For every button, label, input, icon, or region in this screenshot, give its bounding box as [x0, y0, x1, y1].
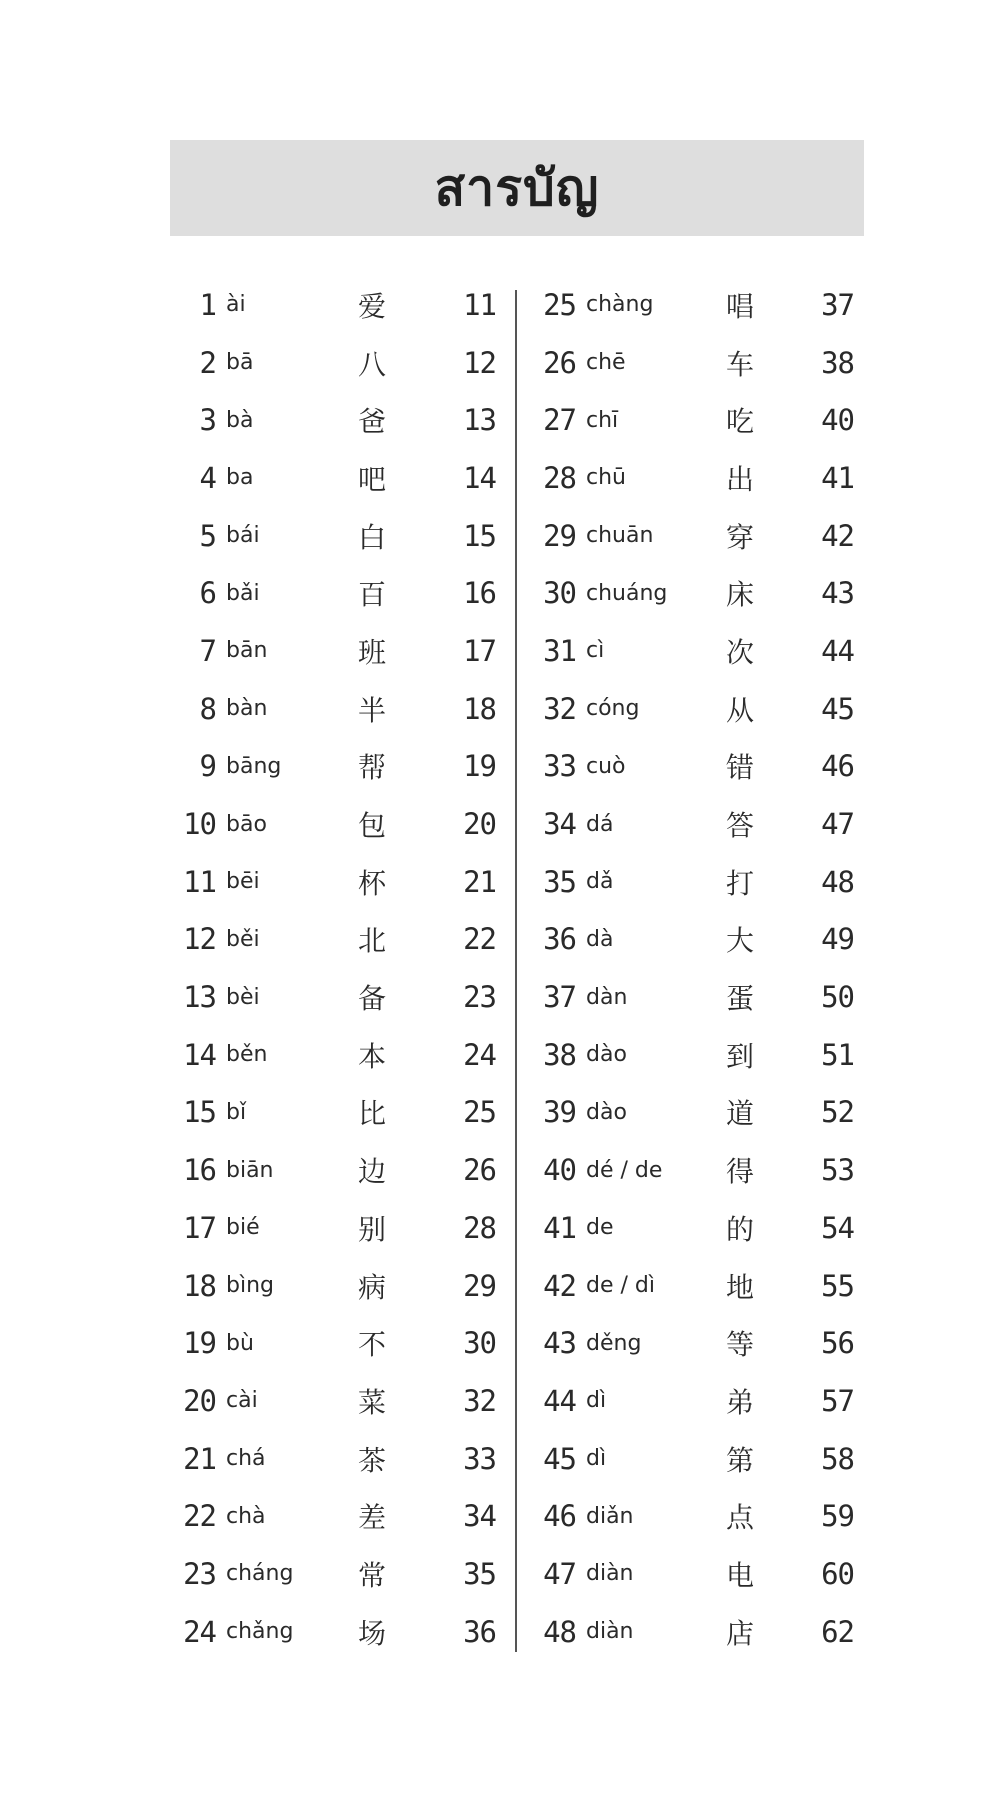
entry-number: 35 [543, 864, 576, 899]
entry-page-number: 58 [821, 1441, 854, 1476]
toc-entry[interactable] [530, 622, 864, 680]
entry-number: 29 [543, 518, 576, 553]
entry-page-number: 40 [821, 403, 854, 438]
entry-pinyin: chǎng [226, 1619, 294, 1645]
entry-pinyin: bāo [226, 811, 267, 837]
page-title: สารบัญ [434, 158, 600, 217]
entry-character: 备 [357, 982, 386, 1016]
toc-entry[interactable] [530, 391, 864, 449]
entry-character: 大 [725, 924, 754, 958]
entry-pinyin: bā [226, 350, 254, 376]
entry-number: 2 [199, 345, 216, 380]
entry-page-number: 35 [463, 1556, 496, 1591]
entry-pinyin: dá [586, 811, 614, 837]
entry-page-number: 29 [463, 1268, 496, 1303]
entry-page-number: 38 [821, 345, 854, 380]
entry-pinyin: běi [226, 926, 260, 952]
toc-entry[interactable] [170, 738, 506, 796]
entry-page-number: 20 [463, 807, 496, 842]
toc-entry[interactable] [530, 1141, 864, 1199]
entry-page-number: 15 [463, 518, 496, 553]
entry-number: 22 [183, 1499, 216, 1534]
toc-entry[interactable] [170, 449, 506, 507]
entry-character: 杯 [357, 866, 386, 900]
entry-page-number: 47 [821, 807, 854, 842]
entry-page-number: 60 [821, 1556, 854, 1591]
entry-character: 到 [725, 1039, 754, 1073]
entry-character: 别 [357, 1212, 386, 1246]
entry-character: 不 [357, 1328, 386, 1362]
entry-character: 场 [357, 1616, 386, 1650]
entry-character: 八 [357, 347, 386, 381]
entry-pinyin: cuò [586, 753, 626, 779]
toc-entry[interactable] [170, 507, 506, 565]
entry-number: 7 [199, 633, 216, 668]
entry-number: 39 [543, 1095, 576, 1130]
toc-entry[interactable] [530, 1545, 864, 1603]
entry-character: 吧 [357, 462, 386, 496]
entry-pinyin: dàn [586, 984, 628, 1010]
toc-entry[interactable] [170, 334, 506, 392]
entry-pinyin: bān [226, 638, 268, 664]
entry-pinyin: chē [586, 350, 626, 376]
entry-page-number: 21 [463, 864, 496, 899]
entry-pinyin: chī [586, 407, 619, 433]
entry-character: 电 [725, 1558, 754, 1592]
entry-pinyin: bēi [226, 869, 260, 895]
entry-character: 帮 [357, 751, 386, 785]
entry-character: 地 [725, 1270, 754, 1304]
toc-entry[interactable] [170, 1603, 506, 1661]
entry-page-number: 32 [463, 1383, 496, 1418]
toc-entry[interactable] [170, 1084, 506, 1142]
entry-page-number: 12 [463, 345, 496, 380]
entry-character: 等 [725, 1328, 754, 1362]
entry-number: 8 [199, 691, 216, 726]
entry-character: 菜 [357, 1385, 386, 1419]
entry-character: 点 [725, 1501, 754, 1535]
entry-page-number: 36 [463, 1614, 496, 1649]
entry-character: 茶 [357, 1443, 386, 1477]
entry-page-number: 25 [463, 1095, 496, 1130]
entry-character: 本 [357, 1039, 386, 1073]
entry-number: 10 [183, 807, 216, 842]
entry-number: 21 [183, 1441, 216, 1476]
entry-character: 穿 [725, 520, 754, 554]
entry-number: 14 [183, 1037, 216, 1072]
entry-page-number: 43 [821, 576, 854, 611]
entry-character: 唱 [725, 289, 754, 323]
toc-entry[interactable] [530, 1430, 864, 1488]
entry-page-number: 11 [463, 287, 496, 322]
entry-page-number: 18 [463, 691, 496, 726]
entry-number: 36 [543, 922, 576, 957]
toc-right-column [530, 276, 864, 1661]
entry-character: 北 [357, 924, 386, 958]
entry-pinyin: de / dì [586, 1273, 655, 1299]
entry-pinyin: bèi [226, 984, 260, 1010]
entry-pinyin: dì [586, 1446, 607, 1472]
entry-page-number: 46 [821, 749, 854, 784]
toc-entry[interactable] [170, 1257, 506, 1315]
entry-number: 43 [543, 1326, 576, 1361]
entry-page-number: 13 [463, 403, 496, 438]
entry-page-number: 53 [821, 1153, 854, 1188]
entry-page-number: 30 [463, 1326, 496, 1361]
toc-entry[interactable] [530, 507, 864, 565]
entry-pinyin: bāng [226, 753, 282, 779]
entry-character: 店 [725, 1616, 754, 1650]
toc-entry[interactable] [170, 968, 506, 1026]
toc-entry[interactable] [530, 1487, 864, 1545]
entry-pinyin: bù [226, 1330, 254, 1356]
toc-entry[interactable] [170, 1026, 506, 1084]
entry-pinyin: cóng [586, 696, 640, 722]
entry-page-number: 34 [463, 1499, 496, 1534]
toc-entry[interactable] [530, 911, 864, 969]
entry-number: 46 [543, 1499, 576, 1534]
entry-page-number: 16 [463, 576, 496, 611]
entry-pinyin: cháng [226, 1561, 294, 1587]
entry-pinyin: ài [226, 292, 246, 318]
entry-number: 5 [199, 518, 216, 553]
entry-page-number: 50 [821, 980, 854, 1015]
entry-character: 道 [725, 1097, 754, 1131]
entry-pinyin: ba [226, 465, 254, 491]
entry-page-number: 28 [463, 1210, 496, 1245]
entry-pinyin: chá [226, 1446, 266, 1472]
entry-number: 9 [199, 749, 216, 784]
toc-entry[interactable] [530, 680, 864, 738]
entry-page-number: 14 [463, 460, 496, 495]
entry-number: 41 [543, 1210, 576, 1245]
entry-number: 24 [183, 1614, 216, 1649]
entry-character: 常 [357, 1558, 386, 1592]
toc-entry[interactable] [530, 564, 864, 622]
entry-number: 40 [543, 1153, 576, 1188]
toc-entry[interactable] [530, 449, 864, 507]
toc-entry[interactable] [530, 1084, 864, 1142]
toc-entry[interactable] [170, 1487, 506, 1545]
entry-number: 25 [543, 287, 576, 322]
entry-character: 打 [725, 866, 754, 900]
entry-pinyin: diǎn [586, 1503, 634, 1529]
toc-entry[interactable] [170, 276, 506, 334]
entry-number: 12 [183, 922, 216, 957]
toc-entry[interactable] [170, 1372, 506, 1430]
entry-pinyin: bàn [226, 696, 268, 722]
entry-page-number: 59 [821, 1499, 854, 1534]
toc-entry[interactable] [530, 1257, 864, 1315]
entry-number: 32 [543, 691, 576, 726]
entry-character: 爸 [357, 405, 386, 439]
toc-entry[interactable] [530, 1199, 864, 1257]
toc-entry[interactable] [170, 1199, 506, 1257]
entry-number: 27 [543, 403, 576, 438]
entry-page-number: 42 [821, 518, 854, 553]
entry-number: 1 [199, 287, 216, 322]
entry-pinyin: diàn [586, 1561, 634, 1587]
toc-left-column [170, 276, 506, 1661]
entry-number: 28 [543, 460, 576, 495]
entry-pinyin: bǎi [226, 580, 260, 606]
entry-pinyin: chà [226, 1503, 266, 1529]
toc-entry[interactable] [530, 738, 864, 796]
toc-entry[interactable] [530, 1603, 864, 1661]
entry-pinyin: dào [586, 1042, 627, 1068]
entry-page-number: 17 [463, 633, 496, 668]
entry-character: 比 [357, 1097, 386, 1131]
toc-entry[interactable] [530, 1026, 864, 1084]
entry-pinyin: dà [586, 926, 614, 952]
entry-page-number: 56 [821, 1326, 854, 1361]
entry-pinyin: dé / de [586, 1157, 663, 1183]
entry-number: 33 [543, 749, 576, 784]
entry-number: 11 [183, 864, 216, 899]
entry-number: 30 [543, 576, 576, 611]
entry-pinyin: chū [586, 465, 626, 491]
entry-page-number: 22 [463, 922, 496, 957]
entry-pinyin: diàn [586, 1619, 634, 1645]
entry-page-number: 44 [821, 633, 854, 668]
entry-character: 爱 [357, 289, 386, 323]
entry-character: 百 [357, 578, 386, 612]
column-divider [515, 290, 517, 1652]
entry-number: 20 [183, 1383, 216, 1418]
entry-page-number: 49 [821, 922, 854, 957]
entry-number: 16 [183, 1153, 216, 1188]
entry-pinyin: bìng [226, 1273, 274, 1299]
entry-character: 从 [725, 693, 754, 727]
toc-entry[interactable] [530, 1372, 864, 1430]
entry-character: 的 [725, 1212, 754, 1246]
entry-character: 半 [357, 693, 386, 727]
entry-character: 病 [357, 1270, 386, 1304]
entry-page-number: 26 [463, 1153, 496, 1188]
entry-pinyin: dǎ [586, 869, 614, 895]
toc-entry[interactable] [170, 1545, 506, 1603]
entry-page-number: 23 [463, 980, 496, 1015]
entry-pinyin: bié [226, 1215, 260, 1241]
entry-character: 白 [357, 520, 386, 554]
toc-entry[interactable] [530, 276, 864, 334]
toc-entry[interactable] [530, 1314, 864, 1372]
entry-number: 45 [543, 1441, 576, 1476]
toc-entry[interactable] [170, 680, 506, 738]
entry-page-number: 54 [821, 1210, 854, 1245]
entry-pinyin: cì [586, 638, 605, 664]
title-banner [170, 140, 864, 236]
entry-character: 包 [357, 809, 386, 843]
entry-number: 42 [543, 1268, 576, 1303]
entry-page-number: 62 [821, 1614, 854, 1649]
entry-number: 18 [183, 1268, 216, 1303]
toc-entry[interactable] [170, 1430, 506, 1488]
entry-number: 38 [543, 1037, 576, 1072]
toc-entry[interactable] [170, 622, 506, 680]
toc-entry[interactable] [170, 391, 506, 449]
entry-pinyin: běn [226, 1042, 268, 1068]
entry-page-number: 33 [463, 1441, 496, 1476]
entry-number: 23 [183, 1556, 216, 1591]
toc-entry[interactable] [530, 334, 864, 392]
entry-character: 错 [725, 751, 754, 785]
entry-number: 3 [199, 403, 216, 438]
entry-character: 次 [725, 635, 754, 669]
entry-character: 车 [725, 347, 754, 381]
entry-number: 4 [199, 460, 216, 495]
entry-character: 吃 [725, 405, 754, 439]
toc-entry[interactable] [170, 853, 506, 911]
entry-page-number: 19 [463, 749, 496, 784]
toc-entry[interactable] [170, 795, 506, 853]
entry-pinyin: dào [586, 1099, 627, 1125]
entry-pinyin: bà [226, 407, 254, 433]
entry-pinyin: dì [586, 1388, 607, 1414]
entry-number: 31 [543, 633, 576, 668]
entry-character: 蛋 [725, 982, 754, 1016]
entry-number: 37 [543, 980, 576, 1015]
entry-character: 班 [357, 635, 386, 669]
entry-page-number: 52 [821, 1095, 854, 1130]
entry-number: 13 [183, 980, 216, 1015]
entry-character: 床 [725, 578, 754, 612]
entry-pinyin: biān [226, 1157, 274, 1183]
entry-pinyin: chuān [586, 523, 654, 549]
entry-pinyin: chàng [586, 292, 654, 318]
entry-pinyin: bǐ [226, 1099, 247, 1125]
toc-entry[interactable] [170, 1314, 506, 1372]
entry-number: 17 [183, 1210, 216, 1245]
entry-page-number: 41 [821, 460, 854, 495]
entry-pinyin: bái [226, 523, 260, 549]
entry-number: 47 [543, 1556, 576, 1591]
entry-page-number: 48 [821, 864, 854, 899]
entry-number: 26 [543, 345, 576, 380]
entry-pinyin: de [586, 1215, 614, 1241]
entry-character: 差 [357, 1501, 386, 1535]
toc-entry[interactable] [530, 968, 864, 1026]
entry-pinyin: chuáng [586, 580, 668, 606]
entry-character: 边 [357, 1155, 386, 1189]
entry-page-number: 45 [821, 691, 854, 726]
entry-character: 出 [725, 462, 754, 496]
entry-number: 48 [543, 1614, 576, 1649]
entry-character: 第 [725, 1443, 754, 1477]
entry-page-number: 37 [821, 287, 854, 322]
entry-character: 弟 [725, 1385, 754, 1419]
entry-number: 34 [543, 807, 576, 842]
entry-page-number: 24 [463, 1037, 496, 1072]
toc-entry[interactable] [170, 911, 506, 969]
entry-number: 44 [543, 1383, 576, 1418]
entry-number: 15 [183, 1095, 216, 1130]
entry-character: 答 [725, 809, 754, 843]
entry-character: 得 [725, 1155, 754, 1189]
entry-page-number: 51 [821, 1037, 854, 1072]
toc-entry[interactable] [170, 1141, 506, 1199]
toc-entry[interactable] [530, 795, 864, 853]
entry-number: 19 [183, 1326, 216, 1361]
entry-pinyin: cài [226, 1388, 258, 1414]
toc-entry[interactable] [170, 564, 506, 622]
entry-number: 6 [199, 576, 216, 611]
entry-page-number: 57 [821, 1383, 854, 1418]
toc-entry[interactable] [530, 853, 864, 911]
entry-page-number: 55 [821, 1268, 854, 1303]
entry-pinyin: děng [586, 1330, 642, 1356]
